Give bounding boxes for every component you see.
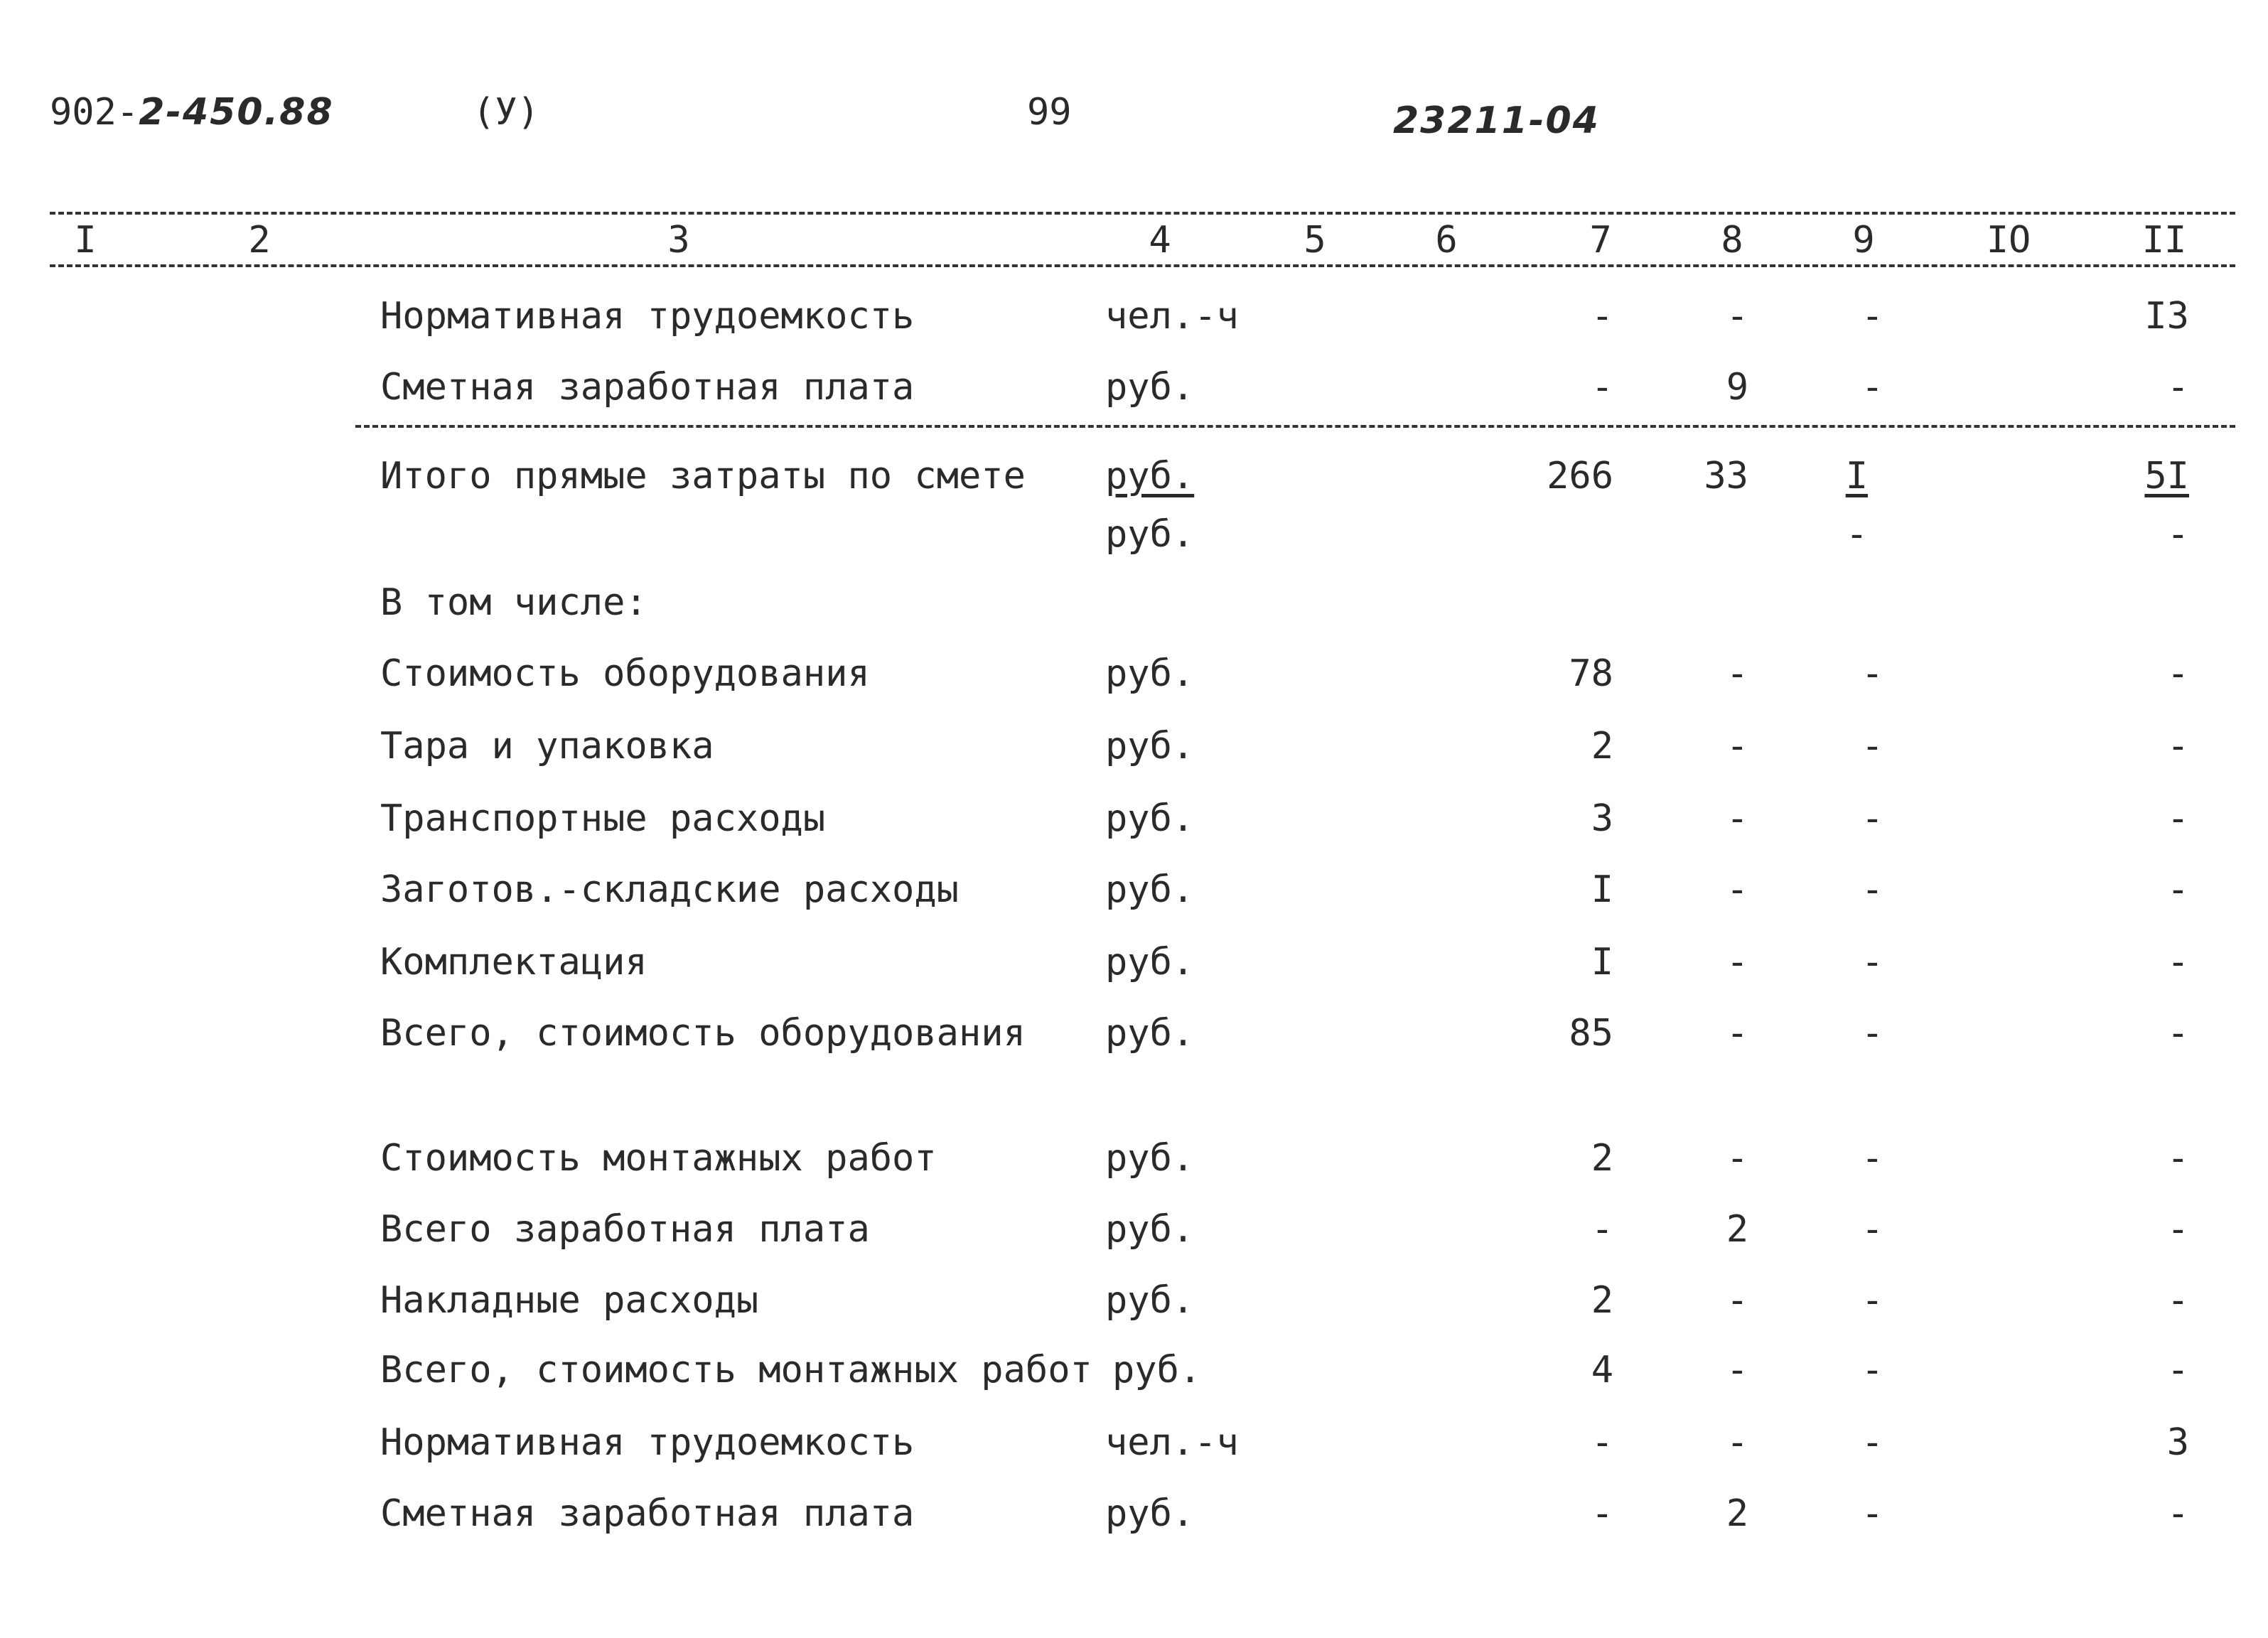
- doc-series: 2-450.88: [139, 91, 334, 134]
- col-6: 6: [1435, 219, 1458, 262]
- total-row: Итого прямые затраты по смете руб. 266 33 I 5I: [380, 455, 2189, 497]
- doc-prefix: 902-: [50, 91, 139, 134]
- variant-mark: (У): [473, 91, 539, 134]
- table-row: Накладные расходы руб. 2 - - -: [380, 1279, 2189, 1322]
- total-row-below: руб. - -: [1105, 513, 2189, 556]
- subheading: В том числе:: [380, 581, 647, 624]
- col-1: I: [74, 219, 97, 262]
- table-row: Стоимость оборудования руб. 78 - - -: [380, 652, 2189, 695]
- page-number: 99: [1027, 91, 1072, 134]
- table-row: Нормативная трудоемкость чел.-ч - - - I3: [380, 295, 2189, 338]
- table-row: Комплектация руб. I - - -: [380, 941, 2189, 984]
- table-row: Заготов.-складские расходы руб. I - - -: [380, 868, 2189, 911]
- table-row: Транспортные расходы руб. 3 - - -: [380, 797, 2189, 840]
- table-row: Сметная заработная плата руб. - 2 - -: [380, 1492, 2189, 1535]
- doc-code: 23211-04: [1393, 99, 1600, 142]
- table-row: Всего заработная плата руб. - 2 - -: [380, 1208, 2189, 1251]
- col-5: 5: [1304, 219, 1326, 262]
- table-row: Тара и упаковка руб. 2 - - -: [380, 725, 2189, 767]
- col-8: 8: [1721, 219, 1743, 262]
- col-10: IO: [1986, 219, 2031, 262]
- table-row: Всего, стоимость монтажных работ руб. 4 - - -: [380, 1349, 2189, 1391]
- col-3: 3: [667, 219, 690, 262]
- header-rule-top: [50, 212, 2235, 215]
- table-row: Всего, стоимость оборудования руб. 85 - - -: [380, 1012, 2189, 1055]
- doc-number: [50, 91, 334, 134]
- table-row: Стоимость монтажных работ руб. 2 - - -: [380, 1137, 2189, 1180]
- col-9: 9: [1852, 219, 1875, 262]
- subtotal-rule: [355, 425, 2235, 428]
- col-7: 7: [1589, 219, 1612, 262]
- table-row: Нормативная трудоемкость чел.-ч - - - 3: [380, 1421, 2189, 1464]
- col-4: 4: [1149, 219, 1171, 262]
- table-row: Сметная заработная плата руб. - 9 - -: [380, 366, 2189, 409]
- col-2: 2: [248, 219, 271, 262]
- col-11: II: [2141, 219, 2187, 262]
- header-rule-bottom: [50, 264, 2235, 267]
